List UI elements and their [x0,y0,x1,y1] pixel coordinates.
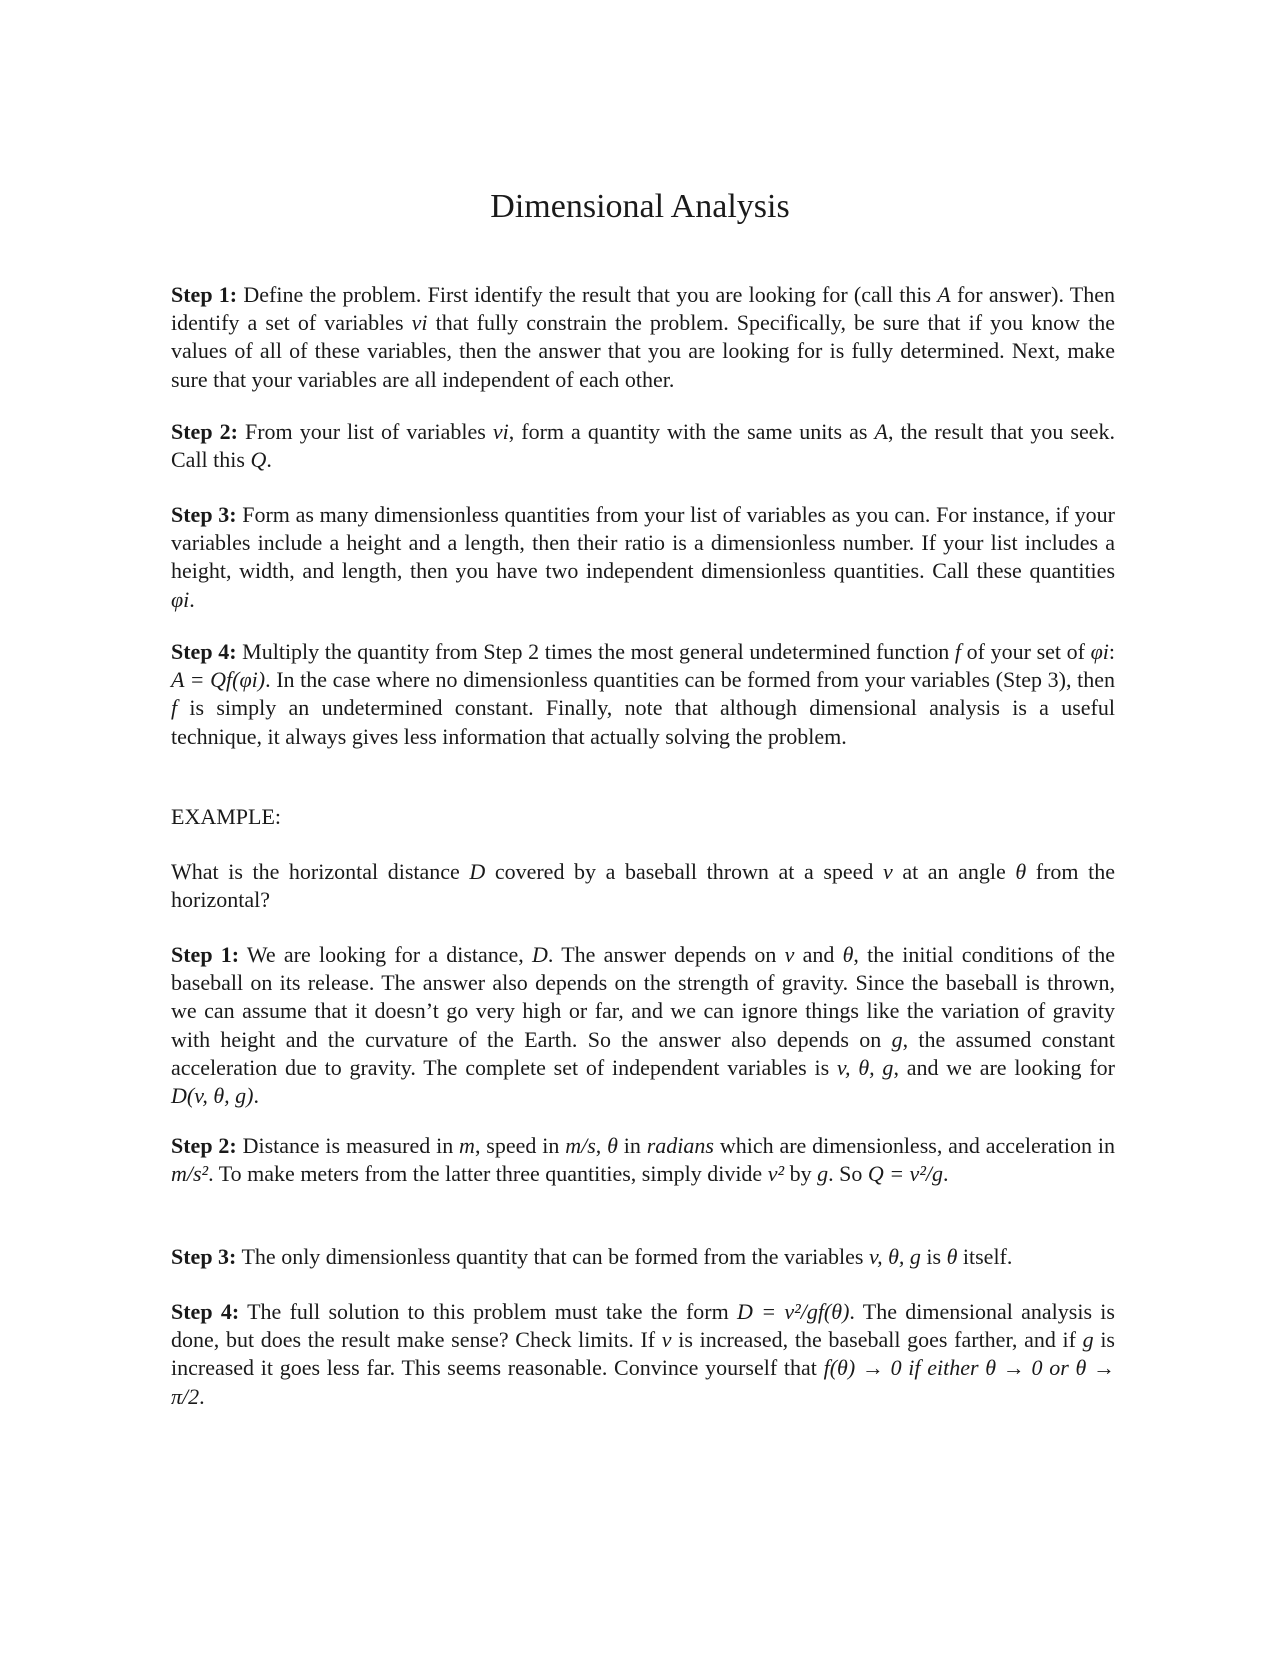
math-unit-ms: m/s [565,1133,596,1158]
text: of your set of [961,639,1091,664]
example-step-4 [171,1298,1115,1411]
method-step-4 [171,638,1115,751]
math-D-function: D(v, θ, g) [171,1083,254,1109]
text: is simply an undetermined constant. Finally, note that although dimensional analysis is a useful technique, it always gives less information that actually solving the problem. [171,695,1115,749]
math-D: D [469,859,486,884]
text: Distance is measured in [236,1133,460,1158]
example-question [171,858,1115,914]
math-g: g [891,1026,903,1052]
text: that fully constrain the problem. Specifically, be sure that if you know the values of all of these variables, then the answer that you are looking for is fully determined. Next, make sure that your variables are all independent of each other. [171,310,1115,392]
text: which are dimensionless, and acceleration in [713,1133,1115,1158]
text: by [784,1161,818,1187]
math-v: v [661,1327,672,1353]
math-equation: A = Qf(φi) [171,667,266,693]
step-label: Step 2: [171,419,238,444]
text: and [794,942,843,967]
text: from the horizontal? [171,859,1115,913]
text: Multiply the quantity from Step 2 times the most general undetermined function [236,639,955,664]
text: . The dimensional analysis is done, but does the result make sense? Check limits. If [171,1299,1115,1353]
text: Form as many dimensionless quantities from your list of variables as you can. For instance, if your variables include a height and a length, then their ratio is a dimensionless number. If your list includes a height, width, and length, then you have two independent dimensionless quantities. Call these quantities [171,502,1115,584]
math-limits: f(θ) → 0 if either θ → 0 or θ → π/2 [171,1355,1116,1409]
text: From your list of variables [237,419,493,444]
math-v-squared: v² [767,1161,785,1187]
math-unit-m: m [459,1133,475,1158]
text: . [943,1161,949,1187]
text: What is the horizontal distance [171,859,470,884]
text: itself. [957,1244,1013,1269]
text: , the assumed constant acceleration due to gravity. The complete set of independent variables is [171,1026,1115,1080]
text: , the result that you seek. Call this [171,419,1116,473]
step-label: Step 4: [171,1299,240,1324]
math-Q-equation: Q = v²/g [867,1161,944,1187]
method-step-3 [171,501,1115,614]
example-step-1 [171,941,1115,1110]
math-f: f [171,695,178,721]
text: . To make meters from the latter three quantities, simply divide [208,1161,768,1187]
text: , and we are looking for [893,1054,1115,1080]
text: . In the case where no dimensionless quantities can be formed from your variables (Step 3), then [265,667,1116,693]
method-step-1 [171,281,1115,394]
math-theta: θ [1015,859,1027,884]
step-label: Step 3: [171,1244,237,1269]
text: is increased it goes less far. This seems reasonable. Convince yourself that [171,1327,1115,1381]
text: Define the problem. First identify the result that you are looking for (call this [237,282,938,307]
math-v: v [784,942,795,967]
text: We are looking for a distance, [239,942,533,967]
step-label: Step 1: [171,282,238,307]
text: . [266,447,272,473]
text: , form a quantity with the same units as [508,419,875,444]
text: . So [828,1161,868,1187]
text: . [253,1083,259,1109]
text: . The answer depends on [547,942,785,967]
math-variables: v, θ, g [868,1244,921,1269]
text: covered by a baseball thrown at a speed [485,859,883,884]
text: The only dimensionless quantity that can be formed from the variables [236,1244,869,1269]
text: at an angle [892,859,1016,884]
math-Q: Q [250,447,267,473]
example-step-3 [171,1243,1115,1271]
math-A: A [874,419,888,444]
text: for answer). Then identify a set of variables [171,282,1116,336]
example-step-2 [171,1132,1115,1188]
math-f: f [954,639,962,664]
step-label: Step 4: [171,639,237,664]
radians-text: radians [646,1133,714,1158]
math-vi: vi [411,310,428,336]
text: is [920,1244,947,1269]
math-v: v [882,859,893,884]
example-heading: EXAMPLE: [171,804,281,829]
math-phi-i: φi [171,586,190,612]
text: , the initial conditions of the baseball on its release. The answer also depends on the strength of gravity. Since the baseball is thrown, we can assume that it doesn’t go very high or far, and we can ignore things like the variation of gravity with height and the curvature of the Earth. So the answer also depends on [171,942,1116,1052]
math-g: g [817,1161,829,1187]
text: . [189,586,195,612]
math-phi-i: φi [1090,639,1109,664]
math-variables: v, θ, g [836,1054,894,1080]
text: . [199,1383,205,1409]
math-A: A [937,282,951,307]
math-vi: vi [492,419,509,444]
math-theta: θ [607,1133,618,1158]
method-step-2 [171,418,1115,474]
page-title: Dimensional Analysis [490,188,790,225]
math-theta: θ [946,1244,958,1269]
step-label: Step 2: [171,1133,237,1158]
text: , speed in [474,1133,566,1158]
math-theta: θ [842,942,854,967]
math-solution-equation: D = v²/gf(θ) [737,1299,850,1324]
step-label: Step 1: [171,942,240,967]
math-unit-ms2: m/s² [171,1161,209,1187]
math-g: g [1082,1327,1094,1353]
text: The full solution to this problem must take the form [239,1299,738,1324]
math-D: D [532,942,548,967]
text: : [1108,639,1116,664]
text: , [595,1133,608,1158]
text: in [617,1133,647,1158]
step-label: Step 3: [171,502,237,527]
text: is increased, the baseball goes farther, and if [671,1327,1083,1353]
